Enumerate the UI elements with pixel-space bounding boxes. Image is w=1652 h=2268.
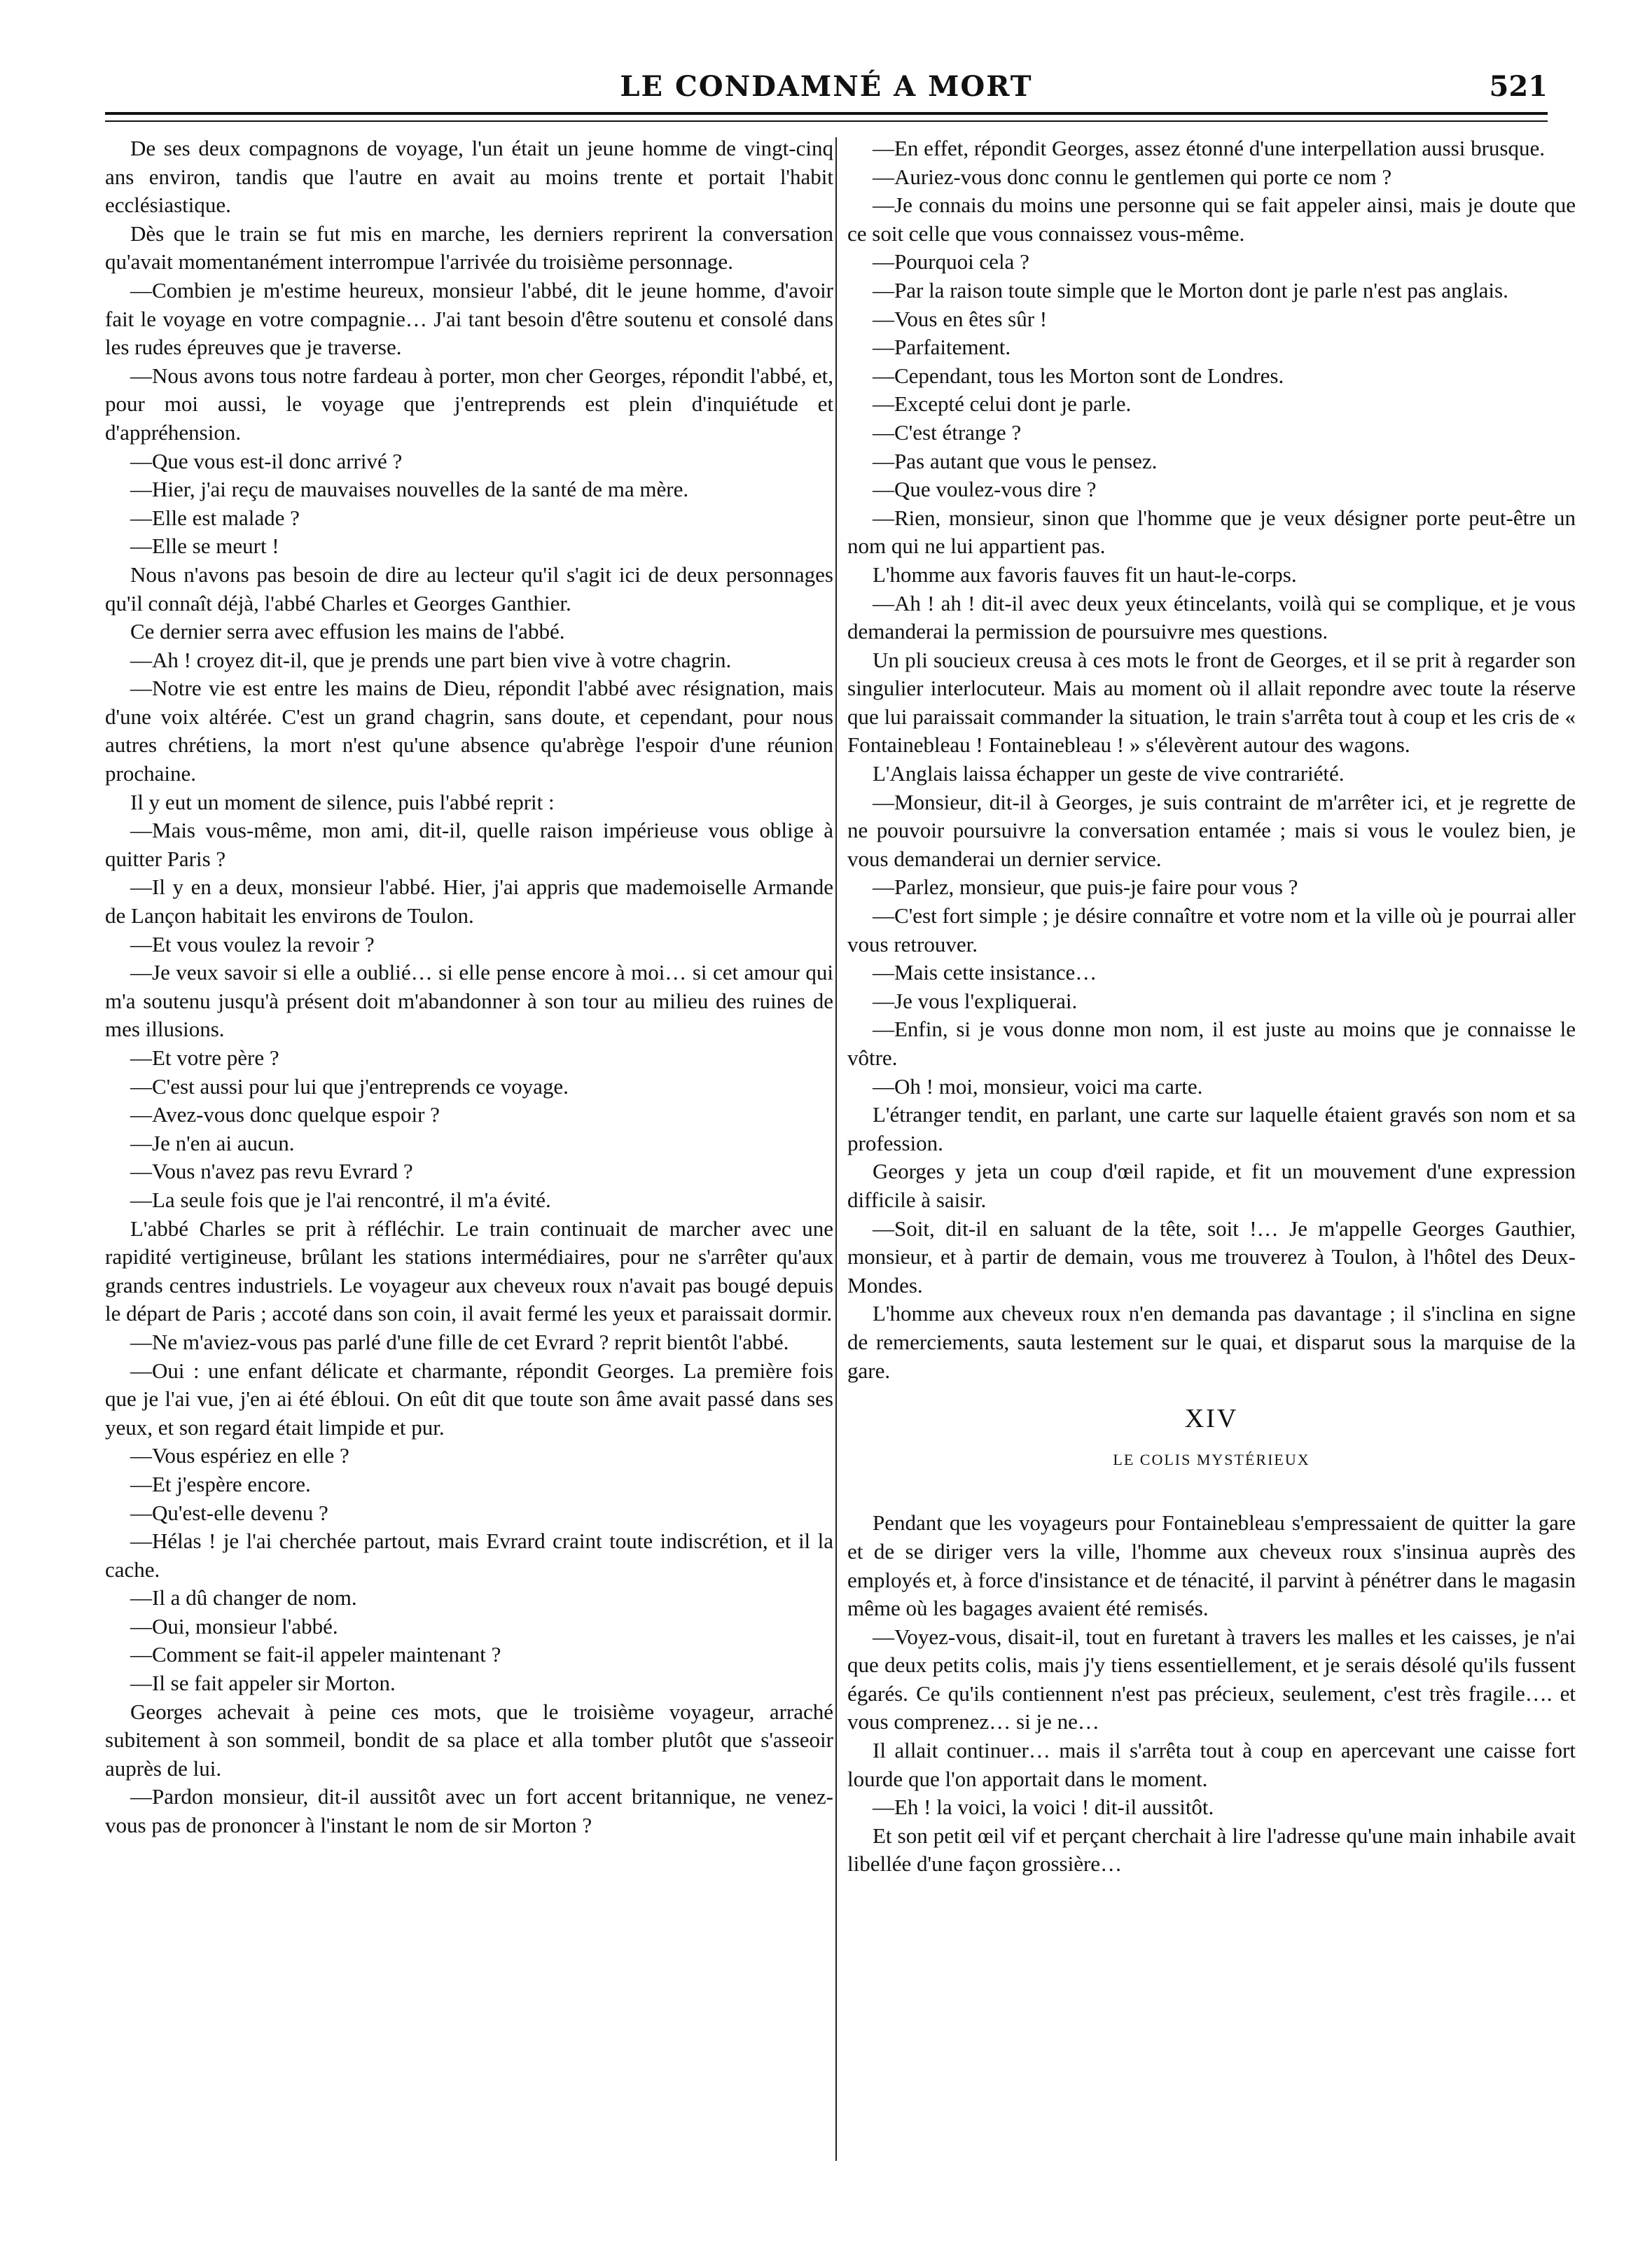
paragraph: Il y eut un moment de silence, puis l'abbé reprit : [130,789,555,814]
left-column [105,134,833,2228]
paragraph: —La seule fois que je l'ai rencontré, il m'a évité. [130,1187,551,1212]
paragraph: —C'est aussi pour lui que j'entreprends ce voyage. [130,1073,569,1099]
paragraph: —Cependant, tous les Morton sont de Londres. [873,363,1284,388]
paragraph: —Je vous l'expliquerai. [873,988,1078,1013]
paragraph: —Hier, j'ai reçu de mauvaises nouvelles de la santé de ma mère. [130,477,689,502]
paragraph: —Combien je m'estime heureux, monsieur l'abbé, dit le jeune homme, d'avoir fait le voyage en votre compagnie… J'ai tant besoin d'être soutenu et consolé dans les rudes épreuves que je traverse. [105,277,833,360]
paragraph: —Excepté celui dont je parle. [873,391,1132,417]
paragraph: Nous n'avons pas besoin de dire au lecteur qu'il s'agit ici de deux personnages qu'il connaît déjà, l'abbé Charles et Georges Ganthier. [105,562,833,615]
paragraph: —Auriez-vous donc connu le gentlemen qui porte ce nom ? [873,164,1392,189]
paragraph: Pendant que les voyageurs pour Fontainebleau s'empressaient de quitter la gare et de se diriger vers la ville, l'homme aux cheveux roux s'insinua auprès des employés et, à force d'insistance et de ténacité, il parvint à pénétrer dans le magasin même où les bagages avaient été remisés. [847,1510,1576,1621]
chapter-title: LE COLIS MYSTÉRIEUX [1113,1450,1310,1468]
paragraph: —Il y en a deux, monsieur l'abbé. Hier, j'ai appris que mademoiselle Armande de Lançon habitait les environs de Toulon. [105,875,833,928]
paragraph: —Oui : une enfant délicate et charmante, répondit Georges. La première fois que je l'ai vue, j'en ai été ébloui. On eût dit que toute son âme avait passé dans ses yeux, et son regard était limpide et pur. [105,1358,833,1440]
paragraph: —Voyez-vous, disait-il, tout en furetant à travers les malles et les caisses, je n'ai que deux petits colis, mais j'y tiens essentiellement, et je serais désolé qu'ils fussent égarés. Ce qu'ils contiennent n'est pas précieux, seulement, c'est très fragile…. et vous comprenez… si je ne… [847,1624,1576,1734]
paragraph: —Et vous voulez la revoir ? [130,931,375,956]
right-column [847,134,1576,2228]
paragraph: —Eh ! la voici, la voici ! dit-il aussitôt. [873,1795,1214,1820]
paragraph: —Je n'en ai aucun. [130,1130,295,1155]
paragraph: —Soit, dit-il en saluant de la tête, soit !… Je m'appelle Georges Gauthier, monsieur, et à partir de demain, vous me trouverez à Toulon, à l'hôtel des Deux-Mondes. [847,1216,1576,1298]
paragraph: —Monsieur, dit-il à Georges, je suis contraint de m'arrêter ici, et je regrette de ne pouvoir poursuivre la conversation entamée ; mais si vous le voulez bien, je vous demanderai un dernier service. [847,789,1576,871]
right-column-text-before-chapter [847,134,1576,1385]
paragraph: Un pli soucieux creusa à ces mots le front de Georges, et il se prit à regarder son singulier interlocuteur. Mais au moment où il allait repondre avec toute la réserve que lui paraissait commander la situation, le train s'arrêta tout à coup et les cris de « Fontainebleau ! Fontainebleau ! » s'élevèrent autour des wagons. [847,647,1576,758]
paragraph: —Elle se meurt ! [130,534,279,559]
paragraph: L'homme aux cheveux roux n'en demanda pas davantage ; il s'inclina en signe de remerciements, sauta lestement sur le quai, et disparut sous la marquise de la gare. [847,1301,1576,1383]
paragraph: —Je connais du moins une personne qui se fait appeler ainsi, mais je doute que ce soit celle que vous connaissez vous-même. [847,193,1576,246]
paragraph: —Je veux savoir si elle a oublié… si elle pense encore à moi… si cet amour qui m'a soutenu jusqu'à présent doit m'abandonner à son tour au milieu des ruines de mes illusions. [105,960,833,1042]
paragraph: Et son petit œil vif et perçant cherchait à lire l'adresse qu'une main inhabile avait libellée d'une façon grossière… [847,1823,1576,1877]
paragraph: Georges achevait à peine ces mots, que le troisième voyageur, arraché subitement à son sommeil, bondit de sa place et alla tomber plutôt que s'asseoir auprès de lui. [105,1699,833,1781]
paragraph: —C'est fort simple ; je désire connaître et votre nom et la ville où je pourrai aller vous retrouver. [847,903,1576,956]
paragraph: —Que voulez-vous dire ? [873,477,1097,502]
paragraph: —Comment se fait-il appeler maintenant ? [130,1642,501,1667]
paragraph: Dès que le train se fut mis en marche, les derniers reprirent la conversation qu'avait momentanément interrompue l'arrivée du troisième personnage. [105,221,833,274]
paragraph: —Ah ! croyez dit-il, que je prends une part bien vive à votre chagrin. [130,647,732,672]
paragraph: Ce dernier serra avec effusion les mains de l'abbé. [130,619,565,644]
paragraph: —Oh ! moi, monsieur, voici ma carte. [873,1073,1203,1099]
paragraph: —Vous n'avez pas revu Evrard ? [130,1159,413,1184]
paragraph: —Pourquoi cela ? [873,249,1029,274]
paragraph: —Vous en êtes sûr ! [873,306,1048,331]
paragraph: —Oui, monsieur l'abbé. [130,1613,338,1639]
paragraph: L'abbé Charles se prit à réfléchir. Le train continuait de marcher avec une rapidité vertigineuse, brûlant les stations intermédiaires, pour ne s'arrêter qu'aux grands centres industriels. Le voyageur aux cheveux roux n'avait pas bougé depuis le départ de Paris ; accoté dans son coin, il avait fermé les yeux et paraissait dormir. [105,1216,833,1326]
paragraph: —Il a dû changer de nom. [130,1585,357,1610]
page-header [105,70,1548,126]
paragraph: —Par la raison toute simple que le Morton dont je parle n'est pas anglais. [873,277,1508,302]
paragraph: —Il se fait appeler sir Morton. [130,1671,396,1696]
paragraph: —Nous avons tous notre fardeau à porter, mon cher Georges, répondit l'abbé, et, pour moi aussi, le voyage que j'entreprends est plein d'inquiétude et d'appréhension. [105,363,833,445]
paragraph: Il allait continuer… mais il s'arrêta tout à coup en apercevant une caisse fort lourde que l'on apportait dans le moment. [847,1738,1576,1791]
paragraph: L'étranger tendit, en parlant, une carte sur laquelle étaient gravés son nom et sa profession. [847,1102,1576,1155]
paragraph: L'homme aux favoris fauves fit un haut-le-corps. [873,562,1297,587]
paragraph: —Elle est malade ? [130,505,300,530]
page-number: 521 [1489,70,1548,103]
paragraph: —Et votre père ? [130,1045,279,1070]
paragraph: —C'est étrange ? [873,419,1022,445]
paragraph: —Parfaitement. [873,335,1011,360]
right-column-text-after-chapter [847,1509,1576,1879]
paragraph: —Mais cette insistance… [873,960,1097,985]
paragraph: —Que vous est-il donc arrivé ? [130,448,403,473]
paragraph: —Enfin, si je vous donne mon nom, il est juste au moins que je connaisse le vôtre. [847,1017,1576,1070]
header-rule-thin [105,120,1548,122]
paragraph: —Qu'est-elle devenu ? [130,1500,328,1525]
paragraph: —Et j'espère encore. [130,1471,311,1496]
paragraph: —Pardon monsieur, dit-il aussitôt avec un fort accent britannique, ne venez-vous pas de prononcer à l'instant le nom de sir Morton ? [105,1784,833,1838]
paragraph: —Rien, monsieur, sinon que l'homme que je veux désigner porte peut-être un nom qui ne lui appartient pas. [847,505,1576,559]
paragraph: —Pas autant que vous le pensez. [873,448,1158,473]
paragraph: De ses deux compagnons de voyage, l'un était un jeune homme de vingt-cinq ans environ, tandis que l'autre en avait au moins trente et portait l'habit ecclésiastique. [105,136,833,218]
paragraph: —Notre vie est entre les mains de Dieu, répondit l'abbé avec résignation, mais d'une voix altérée. C'est un grand chagrin, sans doute, et cependant, pour nous autres chrétiens, la mort n'est qu'une absence qu'abrège l'espoir d'une réunion prochaine. [105,676,833,786]
column-divider [835,137,837,2161]
paragraph: —Ah ! ah ! dit-il avec deux yeux étincelants, voilà qui se complique, et je vous demanderai la permission de poursuivre mes questions. [847,590,1576,644]
paragraph: —Ne m'aviez-vous pas parlé d'une fille de cet Evrard ? reprit bientôt l'abbé. [130,1329,789,1354]
paragraph: —En effet, répondit Georges, assez étonné d'une interpellation aussi brusque. [873,136,1546,160]
paragraph: —Avez-vous donc quelque espoir ? [130,1102,440,1127]
paragraph: —Vous espériez en elle ? [130,1443,349,1468]
paragraph: —Hélas ! je l'ai cherchée partout, mais Evrard craint toute indiscrétion, et il la cache. [105,1529,833,1582]
paragraph: Georges y jeta un coup d'œil rapide, et fit un mouvement d'une expression difficile à saisir. [847,1159,1576,1212]
paragraph: L'Anglais laissa échapper un geste de vive contrariété. [873,761,1345,786]
chapter-number: XIV [1184,1404,1239,1434]
running-title: LE CONDAMNÉ A MORT [620,70,1033,103]
paragraph: —Mais vous-même, mon ami, dit-il, quelle raison impérieuse vous oblige à quitter Paris ? [105,818,833,871]
header-rule-thick [105,112,1548,115]
paragraph: —Parlez, monsieur, que puis-je faire pour vous ? [873,875,1298,900]
